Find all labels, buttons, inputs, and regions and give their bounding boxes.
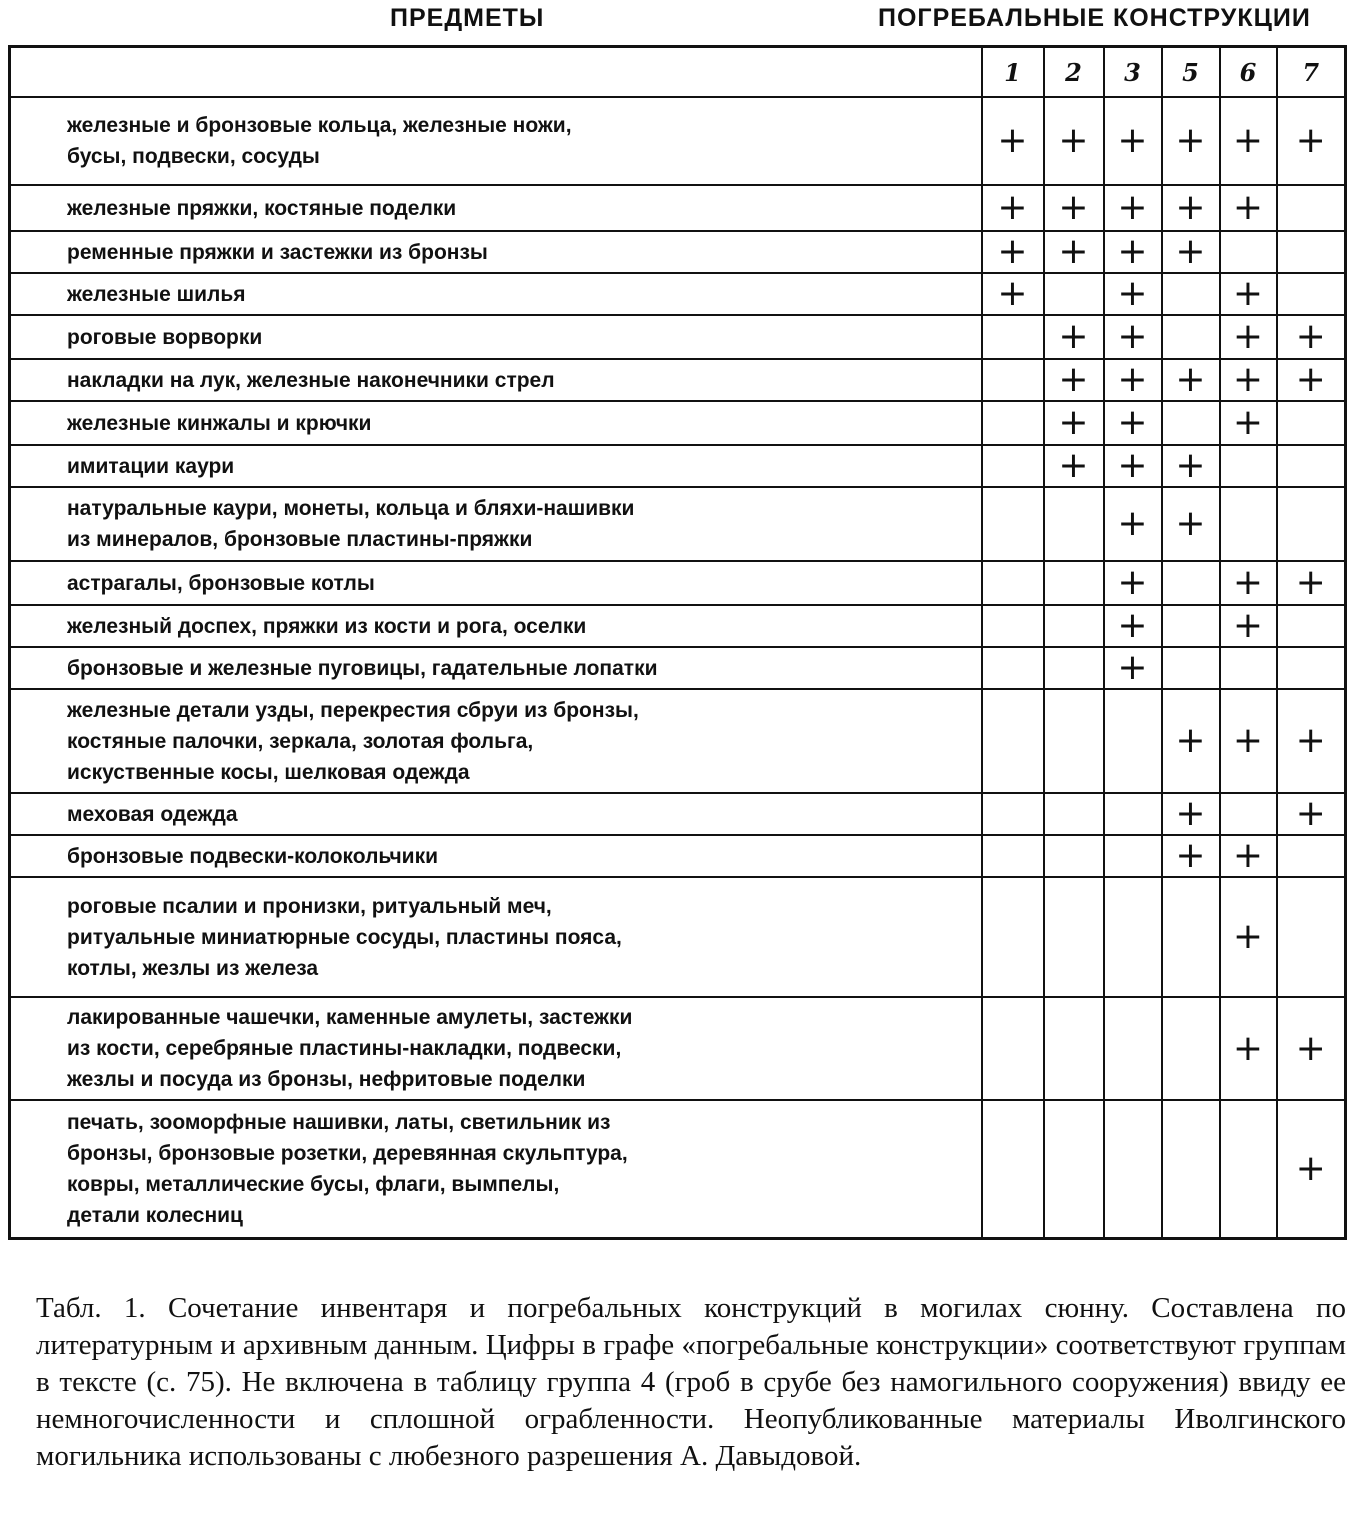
plus-mark-cell: + xyxy=(1104,273,1162,315)
empty-cell xyxy=(982,877,1044,997)
plus-mark-cell: + xyxy=(982,97,1044,185)
item-label: ременные пряжки и застежки из бронзы xyxy=(10,231,982,273)
table-row xyxy=(10,445,1346,487)
empty-cell xyxy=(1162,877,1220,997)
empty-cell xyxy=(1277,445,1346,487)
table-row xyxy=(10,561,1346,605)
empty-cell xyxy=(982,487,1044,561)
plus-mark-cell: + xyxy=(1044,315,1104,359)
plus-mark-cell: + xyxy=(1104,401,1162,445)
plus-mark-cell: + xyxy=(1104,97,1162,185)
plus-mark-cell: + xyxy=(1044,97,1104,185)
plus-mark-cell: + xyxy=(1220,689,1277,793)
plus-mark-cell: + xyxy=(1104,487,1162,561)
plus-mark-cell: + xyxy=(1162,487,1220,561)
empty-cell xyxy=(1162,605,1220,647)
plus-mark-cell: + xyxy=(1162,689,1220,793)
plus-mark-cell: + xyxy=(1220,185,1277,231)
item-label: железные детали узды, перекрестия сбруи из бронзы, костяные палочки, зеркала, золотая фольга, искуственные косы, шелковая одежда xyxy=(10,689,982,793)
empty-cell xyxy=(982,997,1044,1100)
item-label: железные пряжки, костяные поделки xyxy=(10,185,982,231)
empty-cell xyxy=(1220,647,1277,689)
table-row xyxy=(10,401,1346,445)
empty-cell xyxy=(982,1100,1044,1238)
plus-mark-cell: + xyxy=(1104,231,1162,273)
plus-mark-cell: + xyxy=(1104,445,1162,487)
empty-cell xyxy=(982,561,1044,605)
empty-cell xyxy=(982,445,1044,487)
column-number-row xyxy=(10,47,1346,98)
empty-cell xyxy=(1277,273,1346,315)
table-row xyxy=(10,689,1346,793)
plus-mark-cell: + xyxy=(1104,647,1162,689)
empty-cell xyxy=(1220,487,1277,561)
table-row xyxy=(10,487,1346,561)
empty-cell xyxy=(1162,647,1220,689)
item-label: имитации каури xyxy=(10,445,982,487)
table-row xyxy=(10,359,1346,401)
header-blank-cell xyxy=(10,47,982,98)
plus-mark-cell: + xyxy=(1162,185,1220,231)
empty-cell xyxy=(1162,1100,1220,1238)
table-row xyxy=(10,185,1346,231)
empty-cell xyxy=(982,359,1044,401)
table-row xyxy=(10,231,1346,273)
table-row xyxy=(10,1100,1346,1238)
table-body xyxy=(10,97,1346,1238)
plus-mark-cell: + xyxy=(1277,561,1346,605)
empty-cell xyxy=(1104,877,1162,997)
empty-cell xyxy=(1104,1100,1162,1238)
empty-cell xyxy=(1044,273,1104,315)
table-caption: Табл. 1. Сочетание инвентаря и погребальных конструкций в могилах сюнну. Составлена по литературным и архивным данным. Цифры в графе «погребальные конструкции» соответствуют группам в тексте (с. 75). Не включена в таблицу группа 4 (гроб в срубе без намогильного сооружения) ввиду ее немногочисленности и сплошной ограбленности. Неопубликованные материалы Иволгинского могильника использованы с любезного разрешения А. Давыдовой. xyxy=(36,1292,1346,1472)
empty-cell xyxy=(1104,997,1162,1100)
item-label: печать, зооморфные нашивки, латы, светильник из бронзы, бронзовые розетки, деревянная скульптура, ковры, металлические бусы, флаги, вымпелы, детали колесниц xyxy=(10,1100,982,1238)
empty-cell xyxy=(1162,315,1220,359)
empty-cell xyxy=(1277,185,1346,231)
empty-cell xyxy=(1104,689,1162,793)
item-label: железный доспех, пряжки из кости и рога, оселки xyxy=(10,605,982,647)
empty-cell xyxy=(1162,401,1220,445)
empty-cell xyxy=(982,793,1044,835)
plus-mark-cell: + xyxy=(1044,231,1104,273)
empty-cell xyxy=(1220,231,1277,273)
empty-cell xyxy=(1044,1100,1104,1238)
empty-cell xyxy=(982,605,1044,647)
column-number-3: 3 xyxy=(1104,47,1162,98)
plus-mark-cell: + xyxy=(1220,97,1277,185)
plus-mark-cell: + xyxy=(1162,445,1220,487)
column-number-1: 1 xyxy=(982,47,1044,98)
empty-cell xyxy=(1044,561,1104,605)
plus-mark-cell: + xyxy=(1044,185,1104,231)
plus-mark-cell: + xyxy=(1162,231,1220,273)
plus-mark-cell: + xyxy=(1277,997,1346,1100)
empty-cell xyxy=(1277,231,1346,273)
item-label: астрагалы, бронзовые котлы xyxy=(10,561,982,605)
empty-cell xyxy=(982,315,1044,359)
plus-mark-cell: + xyxy=(1277,359,1346,401)
plus-mark-cell: + xyxy=(1104,185,1162,231)
empty-cell xyxy=(982,401,1044,445)
table-row xyxy=(10,273,1346,315)
item-label: роговые ворворки xyxy=(10,315,982,359)
empty-cell xyxy=(1044,835,1104,877)
plus-mark-cell: + xyxy=(1277,315,1346,359)
plus-mark-cell: + xyxy=(1044,359,1104,401)
item-label: железные и бронзовые кольца, железные ножи, бусы, подвески, сосуды xyxy=(10,97,982,185)
plus-mark-cell: + xyxy=(1104,315,1162,359)
plus-mark-cell: + xyxy=(1162,835,1220,877)
column-number-6: 6 xyxy=(1220,47,1277,98)
item-label: роговые псалии и пронизки, ритуальный меч, ритуальные миниатюрные сосуды, пластины пояса, котлы, жезлы из железа xyxy=(10,877,982,997)
empty-cell xyxy=(982,689,1044,793)
plus-mark-cell: + xyxy=(1277,793,1346,835)
empty-cell xyxy=(1044,689,1104,793)
item-label: железные шилья xyxy=(10,273,982,315)
empty-cell xyxy=(1044,605,1104,647)
plus-mark-cell: + xyxy=(1220,877,1277,997)
plus-mark-cell: + xyxy=(1220,835,1277,877)
empty-cell xyxy=(982,835,1044,877)
empty-cell xyxy=(1044,487,1104,561)
plus-mark-cell: + xyxy=(982,231,1044,273)
plus-mark-cell: + xyxy=(1104,561,1162,605)
plus-mark-cell: + xyxy=(982,185,1044,231)
table-row xyxy=(10,997,1346,1100)
item-label: бронзовые подвески-колокольчики xyxy=(10,835,982,877)
empty-cell xyxy=(1044,997,1104,1100)
table-row xyxy=(10,97,1346,185)
empty-cell xyxy=(1220,1100,1277,1238)
item-label: железные кинжалы и крючки xyxy=(10,401,982,445)
plus-mark-cell: + xyxy=(1277,1100,1346,1238)
column-number-5: 5 xyxy=(1162,47,1220,98)
items-column-title: ПРЕДМЕТЫ xyxy=(390,4,545,32)
empty-cell xyxy=(982,647,1044,689)
plus-mark-cell: + xyxy=(1220,315,1277,359)
empty-cell xyxy=(1044,877,1104,997)
item-label: меховая одежда xyxy=(10,793,982,835)
plus-mark-cell: + xyxy=(1220,273,1277,315)
plus-mark-cell: + xyxy=(1220,359,1277,401)
empty-cell xyxy=(1162,561,1220,605)
empty-cell xyxy=(1162,273,1220,315)
constructions-column-title: ПОГРЕБАЛЬНЫЕ КОНСТРУКЦИИ xyxy=(878,4,1311,32)
plus-mark-cell: + xyxy=(1162,359,1220,401)
table-row xyxy=(10,647,1346,689)
plus-mark-cell: + xyxy=(1104,605,1162,647)
table-row xyxy=(10,877,1346,997)
empty-cell xyxy=(1277,487,1346,561)
empty-cell xyxy=(1044,793,1104,835)
empty-cell xyxy=(1104,835,1162,877)
plus-mark-cell: + xyxy=(1277,97,1346,185)
plus-mark-cell: + xyxy=(1220,605,1277,647)
empty-cell xyxy=(1277,877,1346,997)
item-label: лакированные чашечки, каменные амулеты, застежки из кости, серебряные пластины-накладки, подвески, жезлы и посуда из бронзы, нефритовые поделки xyxy=(10,997,982,1100)
empty-cell xyxy=(1044,647,1104,689)
table-row xyxy=(10,835,1346,877)
plus-mark-cell: + xyxy=(1277,689,1346,793)
item-label: накладки на лук, железные наконечники стрел xyxy=(10,359,982,401)
empty-cell xyxy=(1277,401,1346,445)
column-number-7: 7 xyxy=(1277,47,1346,98)
empty-cell xyxy=(1162,997,1220,1100)
column-number-2: 2 xyxy=(1044,47,1104,98)
plus-mark-cell: + xyxy=(1162,97,1220,185)
plus-mark-cell: + xyxy=(1162,793,1220,835)
plus-mark-cell: + xyxy=(982,273,1044,315)
plus-mark-cell: + xyxy=(1044,401,1104,445)
plus-mark-cell: + xyxy=(1044,445,1104,487)
inventory-table xyxy=(8,45,1347,1240)
empty-cell xyxy=(1104,793,1162,835)
empty-cell xyxy=(1277,647,1346,689)
empty-cell xyxy=(1277,605,1346,647)
plus-mark-cell: + xyxy=(1104,359,1162,401)
empty-cell xyxy=(1220,445,1277,487)
empty-cell xyxy=(1220,793,1277,835)
item-label: натуральные каури, монеты, кольца и бляхи-нашивки из минералов, бронзовые пластины-пряжки xyxy=(10,487,982,561)
item-label: бронзовые и железные пуговицы, гадательные лопатки xyxy=(10,647,982,689)
table-row xyxy=(10,315,1346,359)
plus-mark-cell: + xyxy=(1220,997,1277,1100)
plus-mark-cell: + xyxy=(1220,401,1277,445)
plus-mark-cell: + xyxy=(1220,561,1277,605)
table-row xyxy=(10,605,1346,647)
empty-cell xyxy=(1277,835,1346,877)
table-row xyxy=(10,793,1346,835)
